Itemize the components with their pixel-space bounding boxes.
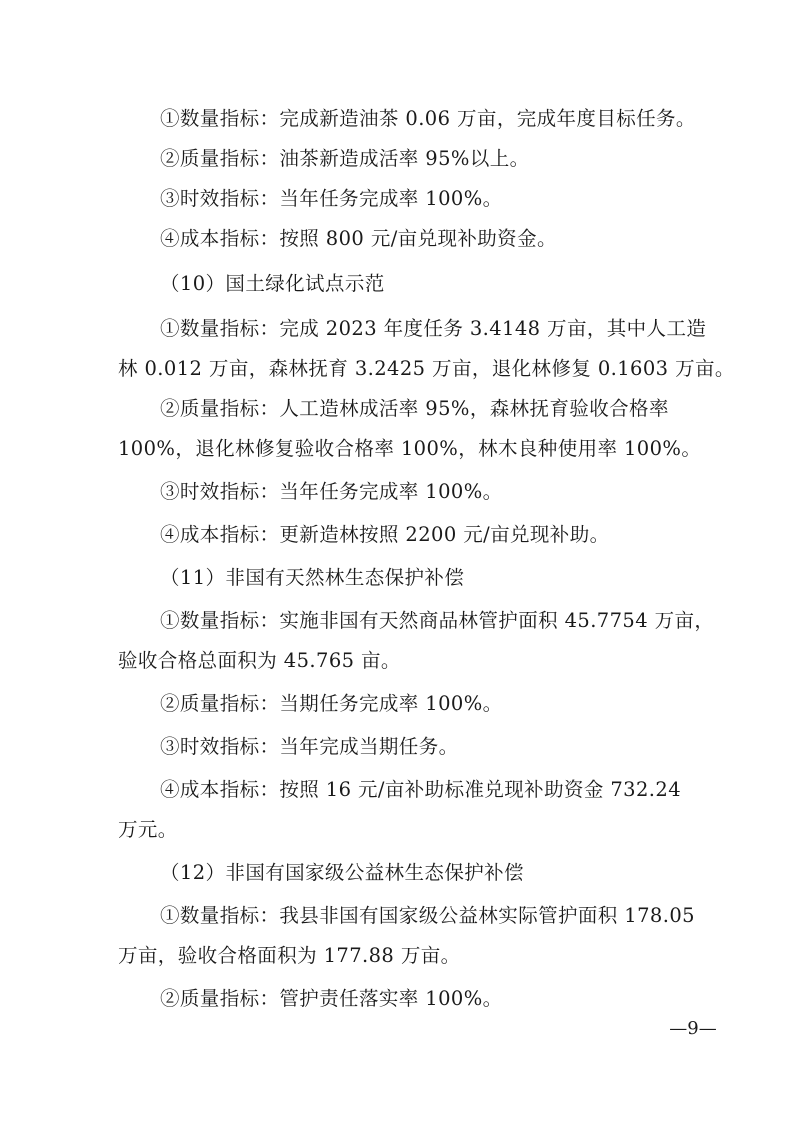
paragraph-line: ④成本指标：按照 800 元/亩兑现补助资金。 [160, 227, 557, 250]
paragraph-line: ②质量指标：油茶新造成活率 95%以上。 [160, 147, 530, 170]
paragraph-line: 万亩，验收合格面积为 177.88 万亩。 [118, 944, 461, 967]
page-number: —9— [669, 1018, 717, 1039]
section-heading: （12）非国有国家级公益林生态保护补偿 [160, 861, 524, 884]
paragraph-line: 100%，退化林修复验收合格率 100%，林木良种使用率 100%。 [118, 437, 702, 460]
paragraph-line: 林 0.012 万亩，森林抚育 3.2425 万亩，退化林修复 0.1603 万亩。 [118, 357, 735, 380]
section-heading: （11）非国有天然林生态保护补偿 [160, 566, 465, 589]
paragraph-line: ②质量指标：管护责任落实率 100%。 [160, 987, 503, 1010]
paragraph-line: ①数量指标：我县非国有国家级公益林实际管护面积 178.05 [160, 904, 695, 927]
section-heading: （10）国土绿化试点示范 [160, 272, 385, 295]
paragraph-line: ①数量指标：完成新造油茶 0.06 万亩，完成年度目标任务。 [160, 107, 696, 130]
paragraph-line: 万元。 [118, 818, 178, 841]
paragraph-line: ③时效指标：当年完成当期任务。 [160, 735, 459, 758]
paragraph-line: ④成本指标：按照 16 元/亩补助标准兑现补助资金 732.24 [160, 778, 682, 801]
paragraph-line: ①数量指标：实施非国有天然商品林管护面积 45.7754 万亩， [160, 609, 715, 632]
paragraph-line: ①数量指标：完成 2023 年度任务 3.4148 万亩，其中人工造 [160, 317, 707, 340]
paragraph-line: 验收合格总面积为 45.765 亩。 [118, 649, 401, 672]
paragraph-line: ②质量指标：当期任务完成率 100%。 [160, 692, 503, 715]
paragraph-line: ②质量指标：人工造林成活率 95%，森林抚育验收合格率 [160, 397, 669, 420]
paragraph-line: ④成本指标：更新造林按照 2200 元/亩兑现补助。 [160, 523, 610, 546]
paragraph-line: ③时效指标：当年任务完成率 100%。 [160, 480, 503, 503]
paragraph-line: ③时效指标：当年任务完成率 100%。 [160, 187, 503, 210]
